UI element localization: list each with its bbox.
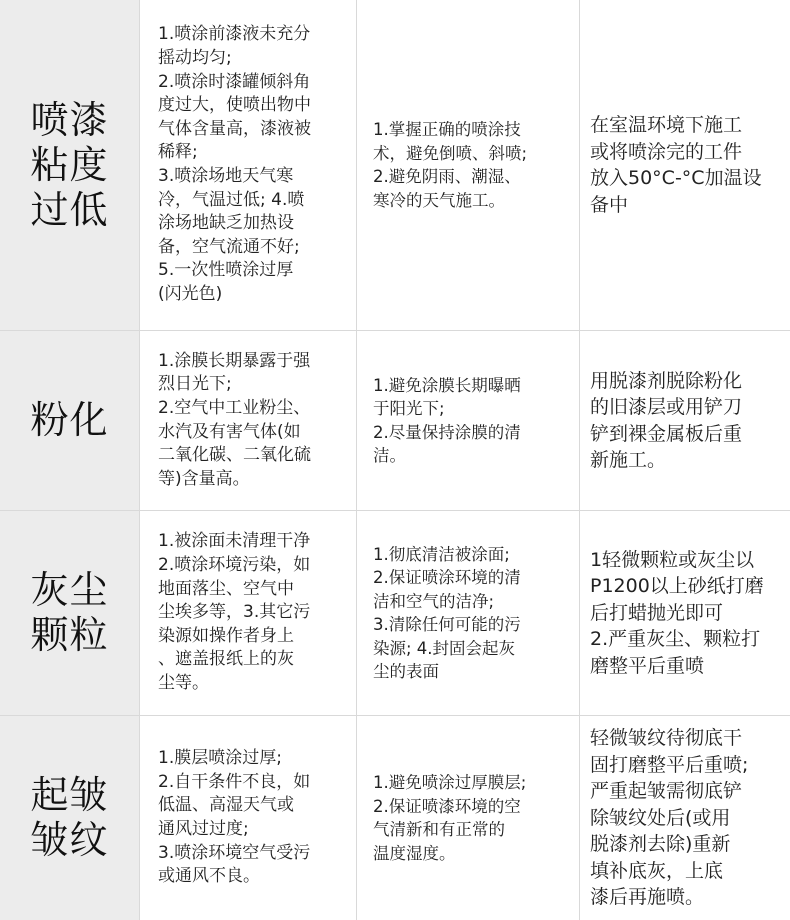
cause-text: 1.被涂面未清理干净 2.喷涂环境污染，如 地面落尘、空气中 尘埃多等，3.其它污 染源如操作者身上 、遮盖报纸上的灰 尘等。 — [158, 531, 311, 693]
problem-cell — [0, 0, 140, 331]
problem-cell — [0, 511, 140, 716]
prevention-text: 1.避免喷涂过厚膜层; 2.保证喷漆环境的空 气清新和有正常的 温度湿度。 — [373, 773, 527, 863]
prevention-cell — [357, 716, 580, 920]
prevention-text: 1.避免涂膜长期曝晒 于阳光下; 2.尽量保持涂膜的清 洁。 — [373, 375, 521, 465]
table-row — [0, 0, 790, 331]
prevention-cell — [357, 331, 580, 511]
solution-cell — [580, 0, 790, 331]
problem-cell — [0, 331, 140, 511]
solution-text: 用脱漆剂脱除粉化 的旧漆层或用铲刀 铲到裸金属板后重 新施工。 — [590, 369, 743, 471]
solution-cell — [580, 716, 790, 920]
prevention-cell — [357, 511, 580, 716]
cause-text: 1.涂膜长期暴露于强 烈日光下; 2.空气中工业粉尘、 水汽及有害气体(如 二氧化碳、二氧化硫 等)含量高。 — [158, 350, 311, 489]
table-row — [0, 331, 790, 511]
problem-label: 起皱 皱纹 — [30, 773, 109, 862]
cause-cell — [140, 331, 357, 511]
prevention-cell — [357, 0, 580, 331]
problem-cell — [0, 716, 140, 920]
solution-cell — [580, 511, 790, 716]
prevention-text: 1.掌握正确的喷涂技 术，避免倒喷、斜喷; 2.避免阴雨、潮湿、 寒冷的天气施工。 — [373, 120, 528, 210]
cause-text: 1.喷涂前漆液未充分 摇动均匀; 2.喷涂时漆罐倾斜角 度过大，使喷出物中 气体含量高，漆液被 稀释; 3.喷涂场地天气寒 冷，气温过低; 4.喷 涂场地缺乏加热设 备，空气流通不好; 5.一次性喷涂过厚 (闪光色) — [158, 24, 311, 304]
solution-text: 1轻微颗粒或灰尘以 P1200以上砂纸打磨 后打蜡抛光即可 2.严重灰尘、颗粒打 磨整平后重喷 — [590, 548, 764, 677]
table-row — [0, 511, 790, 716]
solution-text: 轻微皱纹待彻底干 固打磨整平后重喷; 严重起皱需彻底铲 除皱纹处后(或用 脱漆剂去除)重新 填补底灰，上底 漆后再施喷。 — [590, 727, 749, 909]
problem-label: 灰尘 颗粒 — [30, 568, 109, 657]
prevention-text: 1.彻底清洁被涂面; 2.保证喷涂环境的清 洁和空气的洁净; 3.清除任何可能的污 染源; 4.封固会起灰 尘的表面 — [373, 544, 521, 681]
problem-label: 粉化 — [30, 398, 109, 442]
solution-text: 在室温环境下施工 或将喷涂完的工件 放入50°C-°C加温设 备中 — [590, 114, 762, 216]
table-row — [0, 716, 790, 920]
cause-cell — [140, 0, 357, 331]
cause-text: 1.膜层喷涂过厚; 2.自干条件不良，如 低温、高湿天气或 通风过过度; 3.喷涂环境空气受污 或通风不良。 — [158, 748, 311, 887]
solution-cell — [580, 331, 790, 511]
cause-cell — [140, 511, 357, 716]
problem-label: 喷漆 粘度 过低 — [30, 97, 109, 232]
cause-cell — [140, 716, 357, 920]
